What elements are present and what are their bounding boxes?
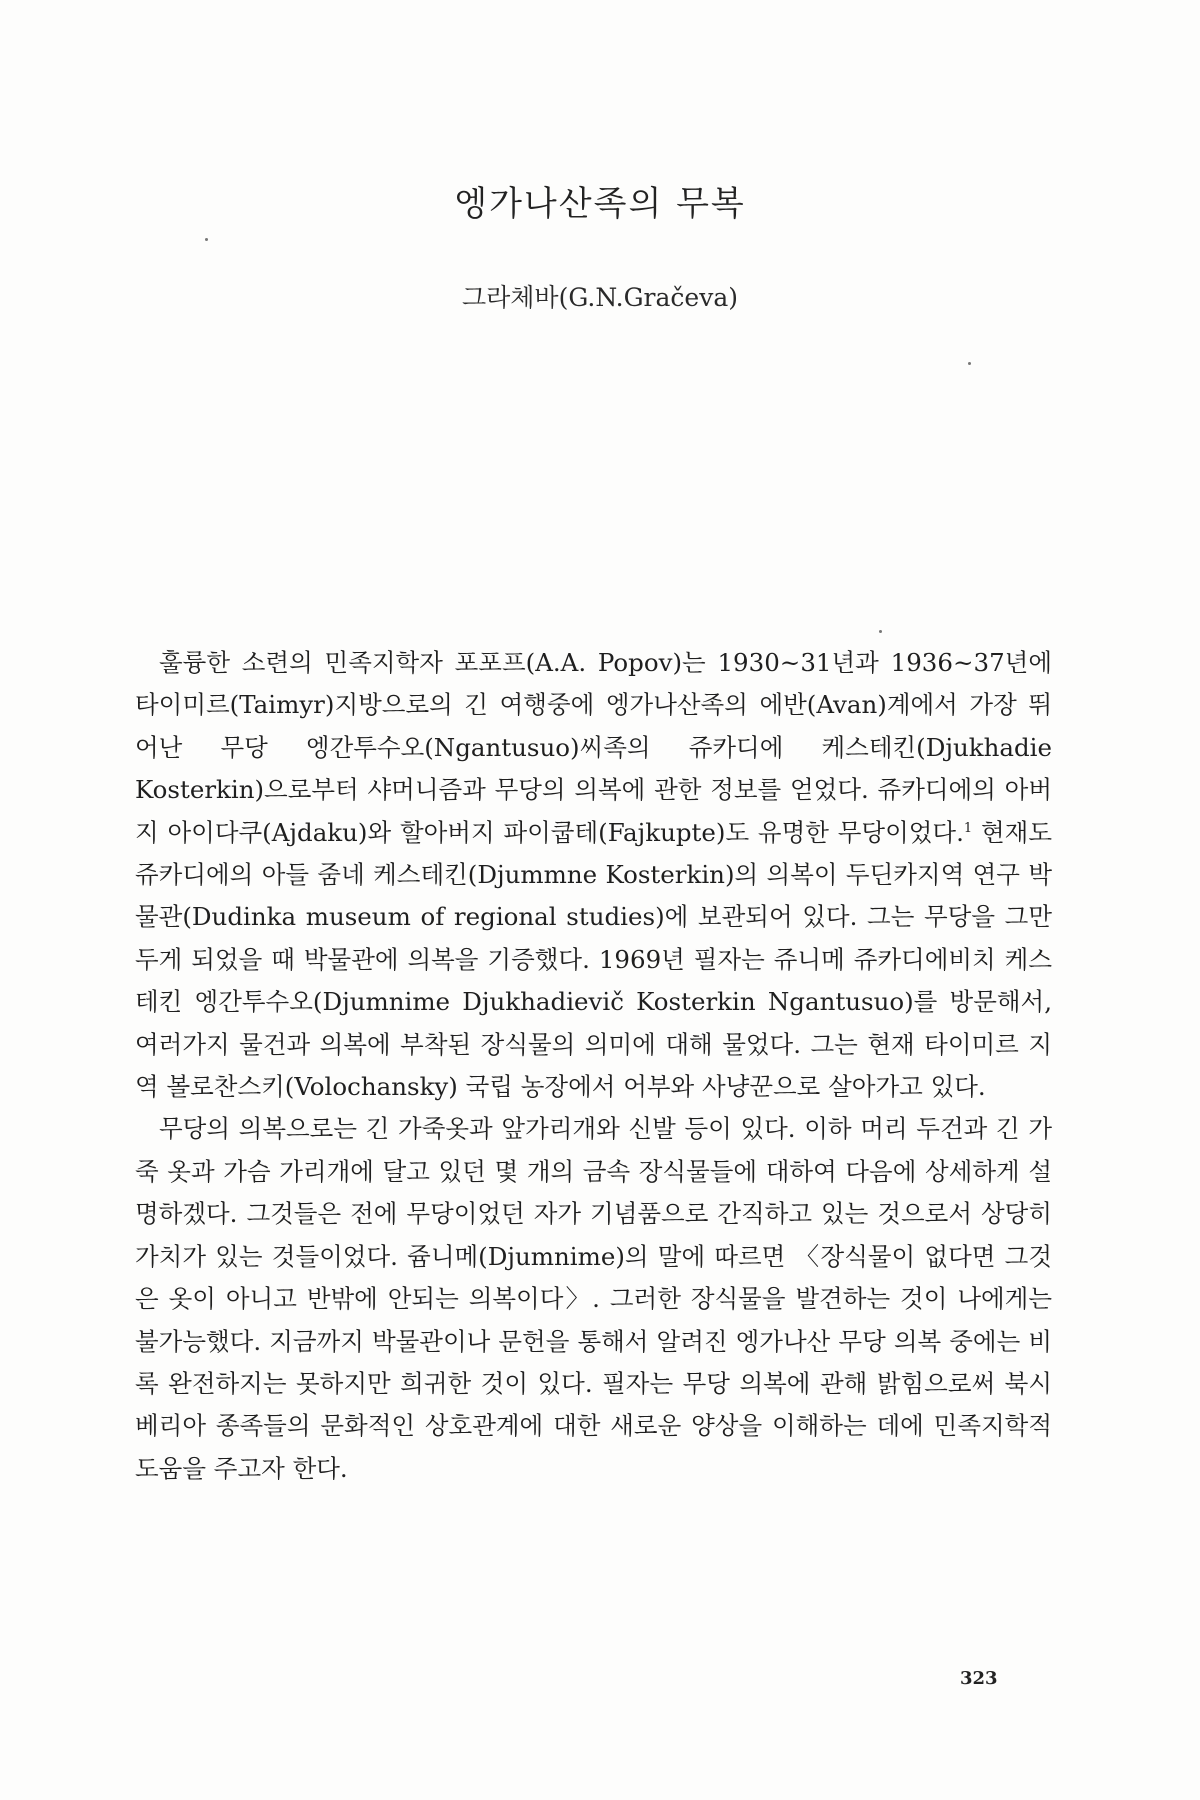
article-body [135, 642, 1052, 1490]
paragraph-2: 무당의 의복으로는 긴 가죽옷과 앞가리개와 신발 등이 있다. 이하 머리 두건과 긴 가죽 옷과 가슴 가리개에 달고 있던 몇 개의 금속 장식물들에 대하여 다음에 상세하게 설명하겠다. 그것들은 전에 무당이었던 자가 기념품으로 간직하고 있는 것으로서 상당히 가치가 있는 것들이었다. 쥼니메(Djumnime)의 말에 따르면 〈장식물이 없다면 그것은 옷이 아니고 반밖에 안되는 의복이다〉. 그러한 장식물을 발견하는 것이 나에게는 불가능했다. 지금까지 박물관이나 문헌을 통해서 알려진 엥가나산 무당 의복 중에는 비록 완전하지는 못하지만 희귀한 것이 있다. 필자는 무당 의복에 관해 밝힘으로써 북시베리아 종족들의 문화적인 상호관계에 대한 새로운 양상을 이해하는 데에 민족지학적 도움을 주고자 한다. [135, 1114, 1052, 1483]
page-number: 323 [960, 1668, 998, 1689]
footnote-marker: 1 [963, 820, 973, 836]
paragraph-1-text-a: 훌륭한 소련의 민족지학자 포포프(A.A. Popov)는 1930~31년과 1936~37년에 타이미르(Taimyr)지방으로의 긴 여행중에 엥가나산족의 에반(Avan)계에서 가장 뛰어난 무당 엥간투수오(Ngantusuo)씨족의 쥬카디에 케스테킨(Djukhadie Kosterkin)으로부터 샤머니즘과 무당의 의복에 관한 정보를 얻었다. 쥬카디에의 아버지 아이다쿠(Ajdaku)와 할아버지 파이쿱테(Fajkupte)도 유명한 무당이었다. [135, 648, 1052, 847]
article-author: 그라체바(G.N.Gračeva) [461, 283, 738, 312]
paragraph-1 [135, 642, 1052, 1108]
paragraph-1-text-b: 현재도 쥬카디에의 아들 줌네 케스테킨(Djummne Kosterkin)의 의복이 두딘카지역 연구 박물관(Dudinka museum of regional studies)에 보관되어 있다. 그는 무당을 그만두게 되었을 때 박물관에 의복을 기증했다. 1969년 필자는 쥬니메 쥬카디에비치 케스테킨 엥간투수오(Djumnime Djukhadievič Kosterkin Ngantusuo)를 방문해서, 여러가지 물건과 의복에 부착된 장식물의 의미에 대해 물었다. 그는 현재 타이미르 지역 볼로찬스키(Volochansky) 국립 농장에서 어부와 사냥꾼으로 살아가고 있다. [135, 817, 1052, 1102]
article-title: 엥가나산족의 무복 [454, 184, 746, 224]
scan-speck [879, 630, 882, 633]
scan-speck [205, 238, 208, 241]
scan-speck [968, 362, 971, 365]
